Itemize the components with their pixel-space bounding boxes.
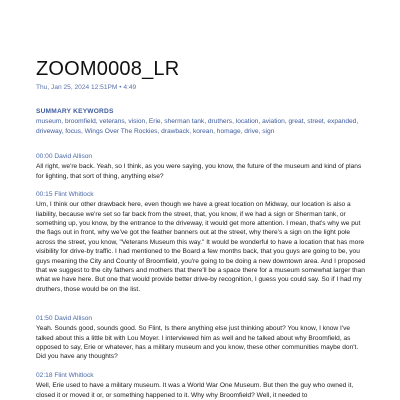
transcript-segment xyxy=(36,314,366,362)
transcript-segment xyxy=(36,190,366,294)
segment-timestamp-speaker: 02:18 Flint Whitlock xyxy=(36,372,94,379)
segment-text: Um, I think our other drawback here, even though we have a great location on Midway, our location is also a liability, because we're set so far back from the street, that, you know, if we had a sign or Sherman tank, or something up, you know, by the entrance to the driveway, it would get more attention. I mean, that's why we put the flags out in front, why we've got the feather banners out at the street, why there's a sign on the light pole across the street, you know, "Veterans Museum this way." It would be wonderful to have a location that has more visibility for drive-by traffic. I had mentioned to the Board a few months back, that you guys are going to be, you guys meaning the City and County of Broomfield, you're going to be doing a new downtown area. And I proposed that we suggest to the city fathers and mothers that there'll be a space there for a museum somewhat larger than what we have here. But one that would provide better drive-by recognition, I guess you could say. So if I had my druthers, those would be on the list. xyxy=(36,201,366,293)
segment-text: Yeah. Sounds good, sounds good. So Flint, Is there anything else just thinking about? You know, I know I've talked about this a little bit with Lou Moyer. I interviewed him as well and he talked about why Broomfield, as opposed to say, Erie or whatever, has a military museum and you know, these other communities maybe don't. Did you have any thoughts? xyxy=(36,325,359,361)
summary-keywords-heading: SUMMARY KEYWORDS xyxy=(36,108,114,115)
transcript-segment xyxy=(36,152,366,181)
segment-timestamp-speaker: 00:00 David Allison xyxy=(36,153,93,160)
segment-timestamp-speaker: 01:50 David Allison xyxy=(36,315,93,322)
segment-timestamp-speaker: 00:15 Flint Whitlock xyxy=(36,191,94,198)
document-meta: Thu, Jan 25, 2024 12:51PM • 4:49 xyxy=(36,84,137,91)
segment-text: Well, Erie used to have a military museum. It was a World War One Museum. But then the guy who owned it, closed it or moved it or, or something happened to it. Why why Broomfield? Well, it needed to xyxy=(36,382,354,399)
transcript-segment xyxy=(36,371,366,400)
summary-keywords: museum, broomfield, veterans, vision, Erie, sherman tank, druthers, location, aviation, great, street, expanded, driveway, focus, Wings Over The Rockies, drawback, korean, homage, drive, sign xyxy=(36,118,359,135)
segment-text: All right, we're back. Yeah, so I think, as you were saying, you know, the future of the museum and kind of plans for lighting, that sort of thing, anything else? xyxy=(36,163,362,180)
document-title: ZOOM0008_LR xyxy=(36,58,180,80)
